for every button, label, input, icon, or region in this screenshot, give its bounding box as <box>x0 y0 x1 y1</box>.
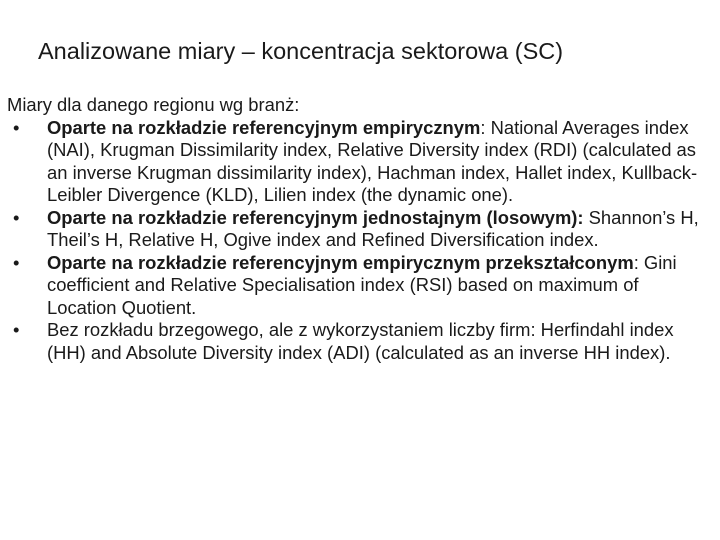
bullet-item-transformed <box>7 252 707 320</box>
bullet-text: Shannon’s H, Theil’s H, Relative H, Ogive index and Refined Diversification index. <box>47 206 699 250</box>
bullet-heading: Oparte na rozkładzie referencyjnym empirycznym przekształconym <box>47 251 634 273</box>
bullet-text: : Gini coefficient and Relative Specialisation index (RSI) based on maximum of Location Quotient. <box>47 251 677 318</box>
intro-text: Miary dla danego regionu wg branż: <box>7 94 300 115</box>
bullet-heading: Oparte na rozkładzie referencyjnym empirycznym <box>47 116 481 138</box>
bullet-dot-icon: • <box>13 206 20 228</box>
bullet-item-uniform <box>7 207 707 252</box>
bullet-item-empirical <box>7 117 707 207</box>
bullet-text: : National Averages index (NAI), Krugman Dissimilarity index, Relative Diversity index (RDI) (calculated as an inverse Krugman dissimilarity index), Hachman index, Hallet index, Kullback-Leibler Divergence (KLD), Lilien index (the dynamic one). <box>47 116 698 205</box>
bullet-dot-icon: • <box>13 319 20 340</box>
bullet-dot-icon: • <box>13 116 20 138</box>
bullet-text: Bez rozkładu brzegowego, ale z wykorzystaniem liczby firm: Herfindahl index (HH) and Absolute Diversity index (ADI) (calculated as an inverse HH index). <box>47 319 674 363</box>
bullet-dot-icon: • <box>13 251 20 273</box>
bullet-list <box>7 117 707 365</box>
slide-body <box>7 94 707 364</box>
bullet-item-no-marginal <box>7 319 707 364</box>
slide-title: Analizowane miary – koncentracja sektorowa (SC) <box>38 38 564 64</box>
bullet-heading: Oparte na rozkładzie referencyjnym jednostajnym (losowym): <box>47 206 584 228</box>
